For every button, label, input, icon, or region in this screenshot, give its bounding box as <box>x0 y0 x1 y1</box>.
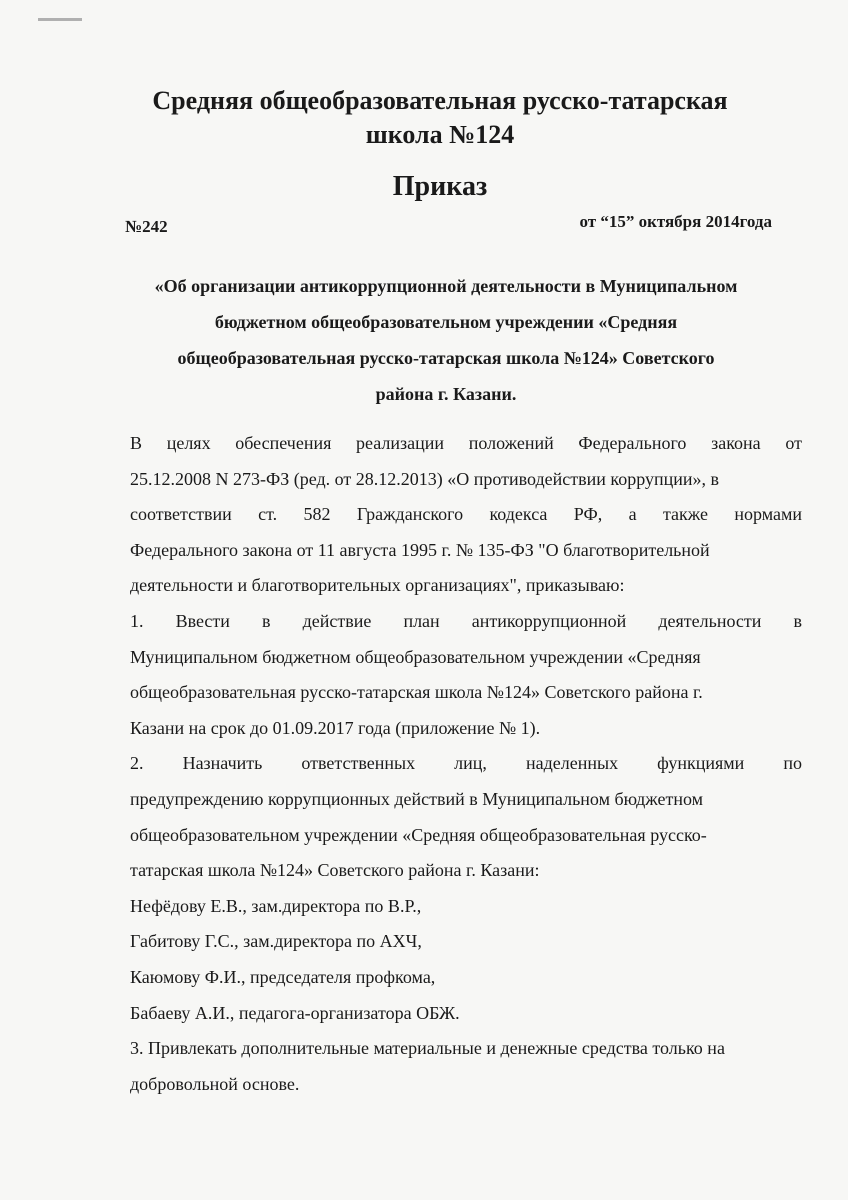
school-name-line-2: школа №124 <box>365 120 515 149</box>
responsible-person: Габитову Г.С., зам.директора по АХЧ, <box>130 931 422 952</box>
order-date: от “15” октября 2014года <box>579 212 772 231</box>
subject-line: общеобразовательная русско-татарская школа №124» Советского <box>177 348 715 368</box>
responsible-person: Бабаеву А.И., педагога-организатора ОБЖ. <box>130 1002 460 1023</box>
order-subject <box>108 268 784 412</box>
body-line: добровольной основе. <box>130 1073 300 1094</box>
body-line: 3. Привлекать дополнительные материальные и денежные средства только на <box>130 1038 725 1059</box>
responsible-person: Каюмову Ф.И., председателя профкома, <box>130 966 436 987</box>
subject-line: «Об организации антикоррупционной деятельности в Муниципальном <box>154 276 738 296</box>
document-type: Приказ <box>392 171 488 202</box>
body-line: В целях обеспечения реализации положений Федерального закона от <box>130 433 802 453</box>
order-body <box>130 426 802 1102</box>
body-line: Казани на срок до 01.09.2017 года (приложение № 1). <box>130 717 541 738</box>
body-line: 2. Назначить ответственных лиц, наделенных функциями по <box>130 753 802 774</box>
body-line: 1. Ввести в действие план антикоррупционной деятельности в <box>130 610 802 631</box>
scan-artifact-mark <box>38 18 82 21</box>
school-name <box>100 84 780 152</box>
school-name-line-1: Средняя общеобразовательная русско-татарская <box>152 86 728 115</box>
subject-line: бюджетном общеобразовательном учреждении «Средняя <box>214 312 678 332</box>
body-line: татарская школа №124» Советского района г. Казани: <box>130 860 540 881</box>
body-line: деятельности и благотворительных организациях", приказываю: <box>130 575 625 596</box>
body-line: Муниципальном бюджетном общеобразовательном учреждении «Средняя <box>130 646 701 667</box>
subject-line: района г. Казани. <box>375 384 517 404</box>
body-line: Федерального закона от 11 августа 1995 г. № 135-ФЗ "О благотворительной <box>130 539 710 560</box>
body-line: предупреждению коррупционных действий в Муниципальном бюджетном <box>130 788 704 809</box>
body-line: 25.12.2008 N 273-ФЗ (ред. от 28.12.2013) «О противодействии коррупции», в <box>130 468 720 489</box>
body-line: соответствии ст. 582 Гражданского кодекса РФ, а также нормами <box>130 504 802 525</box>
responsible-person: Нефёдову Е.В., зам.директора по В.Р., <box>130 895 422 916</box>
order-number: №242 <box>125 217 168 236</box>
body-line: общеобразовательная русско-татарская школа №124» Советского района г. <box>130 682 703 703</box>
body-line: общеобразовательном учреждении «Средняя общеобразовательная русско- <box>130 824 707 845</box>
